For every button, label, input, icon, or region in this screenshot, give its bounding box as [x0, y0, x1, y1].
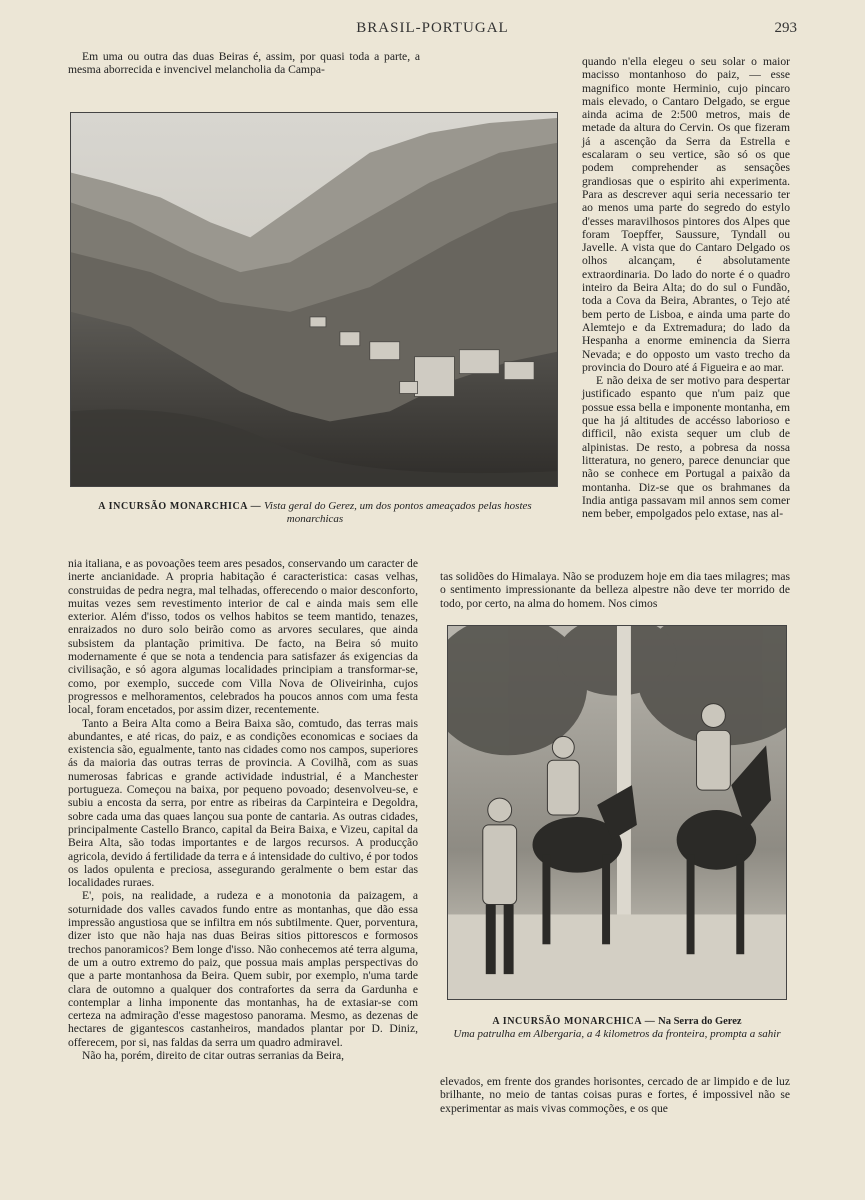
layout-spacer — [440, 55, 582, 85]
photo2-caption-lead: A INCURSÃO MONARCHICA — — [492, 1016, 656, 1027]
left-paragraph-2: Tanto a Beira Alta como a Beira Baixa são, comtudo, das terras mais abundantes, e até ricas, do paiz, e as condições economicas e sociaes da existencia são, egualmente, tanto nas cidades como nos campos, superiores ás da maioria das outras terras de provincia. A Covilhã, com as suas numerosas fabricas e grande actividade industrial, é a Manchester portugueza. Começou na baixa, por pequeno povoado; desenvolveu-se, e subiu a encosta da serra, por entre as ribeiras da Carpinteira e Degoldra, sobre cada uma das quaes lançou sua ponte de cantaria. As outras cidades, principalmente Castello Branco, capital da Beira Baixa, e Vizeu, capital da Beira Alta, são todas importantes e de largos recursos. A producção agricola, devido á fertilidade da terra e á intensidade do cultivo, é por todos os lados opulenta e preciosa, assegurando geralmente o bem estar das localidades ruraes. — [68, 716, 418, 890]
cavalry-patrol-illustration — [448, 626, 786, 999]
photo2-caption-subtitle: Na Serra do Gerez — [658, 1016, 742, 1027]
right-paragraph-4: elevados, em frente dos grandes horisontes, cercado de ar limpido e de luz brilhante, no meio de tantas coisas puras e fortes, é impossivel não se experimentar as mais vivas commoções, e os que — [440, 1075, 790, 1115]
left-paragraph-4: Não ha, porém, direito de citar outras serranias da Beira, — [82, 1048, 345, 1062]
photo1-caption-lead: A INCURSÃO MONARCHICA — — [98, 501, 262, 512]
right-paragraph-3: tas solidões do Himalaya. Não se produzem hoje em dia taes milagres; mas o sentimento impressionante da belleza alpestre não deve ter morrido de todo, por certo, na alma do homem. Nos cimos — [440, 570, 790, 610]
patrol-photo — [447, 625, 787, 1000]
photo2-caption-desc: Uma patrulha em Albergaria, a 4 kilometros da fronteira, prompta a sahir — [453, 1028, 781, 1040]
photo1-wraparound — [440, 85, 582, 570]
intro-paragraph-block — [68, 50, 420, 77]
right-column-middle — [440, 570, 790, 610]
photo2-caption — [447, 1015, 787, 1041]
right-column-top — [440, 55, 790, 575]
right-paragraph-2: E não deixa de ser motivo para despertar justificado espanto que n'um paiz que possue essa bella e imponente montanha, em que ha já altitudes de accésso laborioso e difficil, não exista sequer um club de alpinistas. De resto, a pobresa da nossa litteratura, no genero, parece denunciar que não se conhece em Portugal a paixão da montanha. Diz-se que os brahmanes da India antiga passavam mil annos sem comer nem beber, empolgados pelo extase, nas al- — [582, 374, 790, 521]
right-paragraph-1: quando n'ella elegeu o seu solar o maior macisso montanhoso do paiz, — esse magnifico monte Herminio, cujo pincaro mais elevado, o Cantaro Delgado, se ergue ainda acima de 2:500 metros, mais de metade da altura do Cervin. Os que fizeram já a ascenção da Serra da Estrella e escalaram o seu vertice, são só os que podem comprehender as sensações grandiosas que o espirito ahi experimenta. Para as descrever aqui seria necessario ter ao menos uma parte do segredo do estylo d'esses maravilhosos pintores dos Alpes que foram Toepffer, Saussure, Tyndall ou Javelle. A vista que do Cantaro Delgado os olhos alcançam, é absolutamente extraordinaria. Do lado do norte é o quadro inteiro da Beira Alta; do do sul o Fundão, toda a Cova da Beira, Abrantes, o Tejo até bem perto de Lisboa, e ainda uma parte do Alemtejo e da Extremadura; do lado da Hespanha a enorme eminencia da Sierra Nevada; e do opposto um vasto trecho da provincia do Douro até á Figueira e ao mar. — [582, 55, 790, 374]
photo1-caption-desc: Vista geral do Gerez, um dos pontos ameaçados pelas hostes monarchicas — [264, 500, 532, 525]
left-paragraph-3: E', pois, na realidade, a rudeza e a monotonia da paizagem, a soturnidade dos valles cavados fundo entre as montanhas, que dão essa impressão angustiosa que se infiltra em nós subtilmente. Quer, porventura, dizer isto que não haja nas duas Beiras sitios pittorescos e formosos trechos panoramicos? Bem longe d'isso. Não conhecemos até terra alguma, de um a outro extremo do paiz, que possua mais amplas perspectivas do que a parte montanhosa da Beira. Quem subir, por exemplo, n'uma tarde clara de outomno a qualquer dos contrafortes da serra da Gardunha e contemplar a linha imponente das montanhas, ha de extasiar-se com certeza na admiração d'esse magestoso panorama. Mesmo, as dezenas de hectares de gigantescos castanheiros, mandados plantar por D. Diniz, offerecem, por si, nas faldas da serra um quadro admiravel. — [68, 889, 418, 1049]
running-header: BRASIL-PORTUGAL — [356, 20, 509, 36]
intro-paragraph: Em uma ou outra das duas Beiras é, assim, por quasi toda a parte, a mesma aborrecida e invencivel melancholia da Campa- — [68, 50, 420, 77]
left-paragraph-1: nia italiana, e as povoações teem ares pesados, conservando um caracter de inerte ancianidade. A propria habitação é caracteristica: casas velhas, construidas de pedra negra, mal telhadas, offerecendo o maior desconforto, muitas vezes sem revestimento interior de cal e ainda mais sem elle exterior. Além d'isso, todos os velhos habitos se teem mantido, tenazes, enraizados no duro solo beirão como as arvores seculares, que ainda subsistem da plantação primitiva. De facto, na Beira só muito modernamente é que se nota a tendencia para satisfazer ás exigencias da civilisação, e só agora algumas localidades principiam a transformar-se, como, por exemplo, succede com Villa Nova de Oliveirinha, cujos progressos e melhoramentos, celebrados ha poucos annos com uma festa local, foram encetados, por assim dizer, recentemente. — [68, 557, 418, 717]
page-number: 293 — [774, 20, 797, 36]
right-column-bottom — [440, 1075, 790, 1115]
left-column — [68, 557, 418, 1062]
